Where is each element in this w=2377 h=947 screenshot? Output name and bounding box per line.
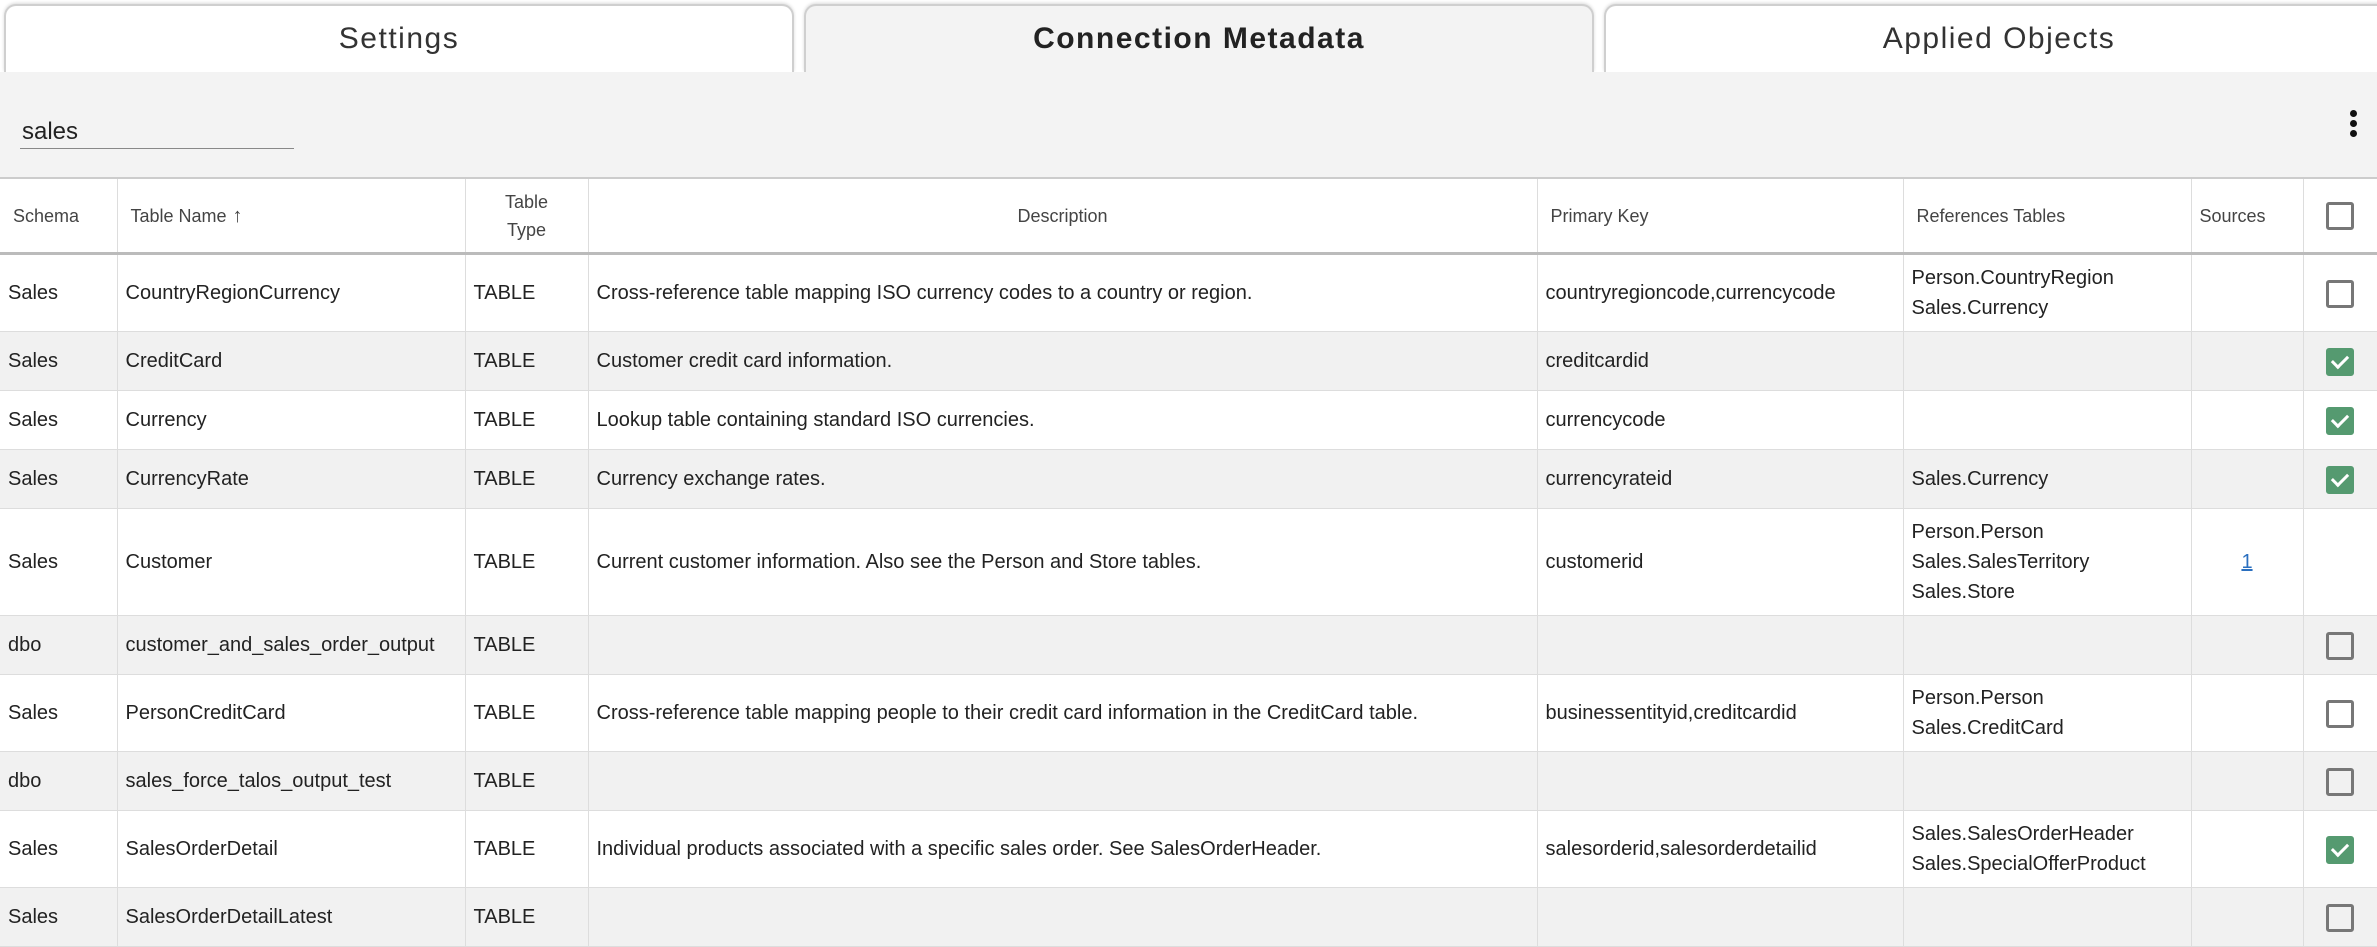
cell-table-name: PersonCreditCard — [117, 675, 465, 752]
tab-settings[interactable] — [4, 4, 794, 72]
table-row[interactable] — [0, 752, 2377, 811]
cell-sources — [2191, 675, 2303, 752]
cell-primary-key: salesorderid,salesorderdetailid — [1537, 811, 1903, 888]
cell-references — [1903, 888, 2191, 947]
cell-references — [1903, 332, 2191, 391]
cell-select — [2303, 391, 2377, 450]
search-input[interactable] — [20, 116, 294, 149]
reference-table: Sales.Store — [1911, 581, 2015, 603]
more-options-icon[interactable] — [2347, 110, 2359, 137]
cell-references — [1903, 450, 2191, 509]
cell-table-name: sales_force_talos_output_test — [117, 752, 465, 811]
cell-schema: Sales — [0, 254, 117, 332]
row-checkbox[interactable] — [2326, 632, 2354, 660]
cell-description — [588, 616, 1537, 675]
cell-primary-key — [1537, 752, 1903, 811]
reference-table: Person.Person — [1911, 687, 2044, 709]
table-row[interactable] — [0, 391, 2377, 450]
tab-label: Settings — [338, 22, 460, 55]
toolbar — [0, 72, 2377, 177]
header-label: Table Type — [504, 191, 549, 240]
table-row[interactable] — [0, 450, 2377, 509]
cell-description: Cross-reference table mapping people to their credit card information in the CreditCard table. — [588, 675, 1537, 752]
cell-sources — [2191, 888, 2303, 947]
table-row[interactable] — [0, 811, 2377, 888]
cell-references — [1903, 616, 2191, 675]
cell-schema: dbo — [0, 752, 117, 811]
cell-table-type: TABLE — [465, 616, 588, 675]
cell-table-name: CreditCard — [117, 332, 465, 391]
row-checkbox[interactable] — [2326, 700, 2354, 728]
sort-ascending-icon[interactable]: ↑ — [232, 204, 243, 227]
column-header-references[interactable] — [1903, 178, 2191, 254]
row-checkbox[interactable] — [2326, 768, 2354, 796]
tab-connection-metadata[interactable] — [804, 4, 1594, 72]
row-checkbox[interactable] — [2326, 466, 2354, 494]
cell-description — [588, 888, 1537, 947]
cell-description — [588, 752, 1537, 811]
cell-select — [2303, 616, 2377, 675]
table-row[interactable] — [0, 254, 2377, 332]
table-row[interactable] — [0, 332, 2377, 391]
table-row[interactable] — [0, 675, 2377, 752]
cell-primary-key — [1537, 888, 1903, 947]
cell-sources — [2191, 509, 2303, 616]
cell-table-type: TABLE — [465, 254, 588, 332]
row-checkbox[interactable] — [2326, 280, 2354, 308]
cell-primary-key: customerid — [1537, 509, 1903, 616]
table-row[interactable] — [0, 509, 2377, 616]
cell-primary-key: creditcardid — [1537, 332, 1903, 391]
cell-sources — [2191, 811, 2303, 888]
cell-table-name: CountryRegionCurrency — [117, 254, 465, 332]
cell-table-name: Customer — [117, 509, 465, 616]
cell-sources — [2191, 254, 2303, 332]
cell-select — [2303, 450, 2377, 509]
cell-table-type: TABLE — [465, 332, 588, 391]
cell-sources — [2191, 616, 2303, 675]
cell-description: Cross-reference table mapping ISO currency codes to a country or region. — [588, 254, 1537, 332]
cell-sources — [2191, 332, 2303, 391]
cell-sources — [2191, 752, 2303, 811]
header-label: Sources — [2199, 205, 2266, 226]
cell-references — [1903, 254, 2191, 332]
cell-table-type: TABLE — [465, 391, 588, 450]
reference-table: Sales.CreditCard — [1911, 717, 2064, 739]
cell-table-type: TABLE — [465, 509, 588, 616]
column-header-table-type[interactable] — [465, 178, 588, 254]
tab-label: Applied Objects — [1882, 22, 2116, 55]
reference-table: Sales.SalesTerritory — [1911, 551, 2090, 573]
header-label: Primary Key — [1550, 205, 1649, 226]
cell-schema: Sales — [0, 811, 117, 888]
cell-table-type: TABLE — [465, 811, 588, 888]
cell-schema: Sales — [0, 888, 117, 947]
cell-references — [1903, 509, 2191, 616]
header-label: Description — [1017, 205, 1108, 226]
cell-schema: Sales — [0, 675, 117, 752]
cell-table-type: TABLE — [465, 675, 588, 752]
cell-schema: Sales — [0, 332, 117, 391]
cell-schema: Sales — [0, 391, 117, 450]
cell-references — [1903, 675, 2191, 752]
sources-link[interactable]: 1 — [2241, 551, 2253, 573]
reference-table: Sales.Currency — [1911, 468, 2049, 490]
cell-select — [2303, 254, 2377, 332]
cell-table-type: TABLE — [465, 888, 588, 947]
row-checkbox[interactable] — [2326, 836, 2354, 864]
cell-table-type: TABLE — [465, 752, 588, 811]
tab-label: Connection Metadata — [1033, 22, 1365, 55]
cell-references — [1903, 752, 2191, 811]
header-label: References Tables — [1916, 205, 2066, 226]
reference-table: Sales.SalesOrderHeader — [1911, 823, 2134, 845]
reference-table: Sales.Currency — [1911, 297, 2049, 319]
cell-sources — [2191, 450, 2303, 509]
row-checkbox[interactable] — [2326, 904, 2354, 932]
column-header-description[interactable] — [588, 178, 1537, 254]
cell-table-name: Currency — [117, 391, 465, 450]
cell-primary-key — [1537, 616, 1903, 675]
tab-applied-objects[interactable] — [1604, 4, 2377, 72]
select-all-checkbox[interactable] — [2326, 202, 2354, 230]
reference-table: Sales.SpecialOfferProduct — [1911, 853, 2146, 875]
header-label: Table Name — [130, 205, 227, 226]
cell-primary-key: businessentityid,creditcardid — [1537, 675, 1903, 752]
table-row[interactable] — [0, 888, 2377, 947]
cell-schema: Sales — [0, 450, 117, 509]
cell-schema: Sales — [0, 509, 117, 616]
cell-primary-key: countryregioncode,currencycode — [1537, 254, 1903, 332]
table-header-row — [0, 178, 2377, 254]
cell-select — [2303, 752, 2377, 811]
cell-sources — [2191, 391, 2303, 450]
cell-table-name: SalesOrderDetail — [117, 811, 465, 888]
cell-description: Individual products associated with a specific sales order. See SalesOrderHeader. — [588, 811, 1537, 888]
reference-table: Person.Person — [1911, 521, 2044, 543]
column-header-table-name[interactable] — [117, 178, 465, 254]
table-row[interactable] — [0, 616, 2377, 675]
column-header-select-all — [2303, 178, 2377, 254]
cell-select — [2303, 509, 2377, 616]
cell-references — [1903, 391, 2191, 450]
cell-table-type: TABLE — [465, 450, 588, 509]
cell-select — [2303, 332, 2377, 391]
cell-description: Customer credit card information. — [588, 332, 1537, 391]
tab-bar — [0, 0, 2377, 72]
cell-select — [2303, 811, 2377, 888]
cell-select — [2303, 675, 2377, 752]
column-header-primary-key[interactable] — [1537, 178, 1903, 254]
cell-schema: dbo — [0, 616, 117, 675]
cell-references — [1903, 811, 2191, 888]
header-label: Schema — [13, 205, 80, 226]
cell-description: Current customer information. Also see the Person and Store tables. — [588, 509, 1537, 616]
row-checkbox[interactable] — [2326, 348, 2354, 376]
cell-description: Lookup table containing standard ISO currencies. — [588, 391, 1537, 450]
cell-description: Currency exchange rates. — [588, 450, 1537, 509]
metadata-table — [0, 177, 2377, 947]
reference-table: Person.CountryRegion — [1911, 267, 2114, 289]
cell-select — [2303, 888, 2377, 947]
column-header-schema[interactable] — [0, 178, 117, 254]
cell-table-name: CurrencyRate — [117, 450, 465, 509]
column-header-sources[interactable] — [2191, 178, 2303, 254]
cell-primary-key: currencyrateid — [1537, 450, 1903, 509]
row-checkbox[interactable] — [2326, 407, 2354, 435]
cell-table-name: customer_and_sales_order_output — [117, 616, 465, 675]
cell-primary-key: currencycode — [1537, 391, 1903, 450]
cell-table-name: SalesOrderDetailLatest — [117, 888, 465, 947]
